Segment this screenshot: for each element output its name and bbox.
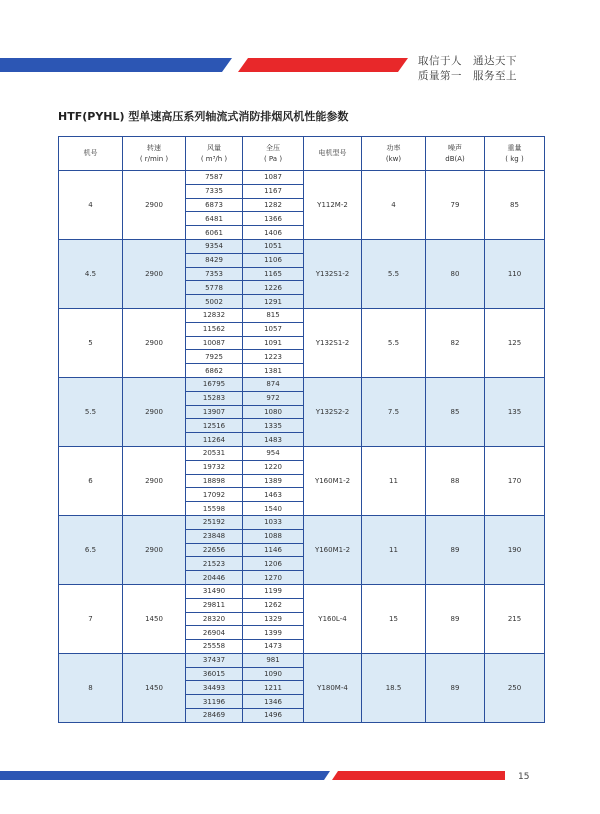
column-header <box>485 137 545 171</box>
power-cell: 5.5 <box>362 308 426 377</box>
airflow-cell: 10087 <box>186 336 243 350</box>
airflow-cell: 6481 <box>186 212 243 226</box>
pressure-cell: 1220 <box>243 460 304 474</box>
pressure-cell: 1496 <box>243 709 304 723</box>
model-cell: 4 <box>59 171 123 240</box>
pressure-cell: 1106 <box>243 253 304 267</box>
column-header <box>426 137 485 171</box>
airflow-cell: 25558 <box>186 640 243 654</box>
noise-cell: 88 <box>426 446 485 515</box>
speed-cell: 2900 <box>123 515 186 584</box>
table-body <box>59 171 545 723</box>
pressure-cell: 1346 <box>243 695 304 709</box>
pressure-cell: 1399 <box>243 626 304 640</box>
column-header-unit: ( m³/h ) <box>200 154 228 163</box>
weight-cell: 135 <box>485 377 545 446</box>
airflow-cell: 20446 <box>186 571 243 585</box>
column-header-unit: dB(A) <box>445 154 465 163</box>
model-cell: 5 <box>59 308 123 377</box>
noise-cell: 80 <box>426 239 485 308</box>
pressure-cell: 1146 <box>243 543 304 557</box>
airflow-cell: 7335 <box>186 184 243 198</box>
column-header-label: 机号 <box>83 149 98 157</box>
motor-cell: Y132S1-2 <box>304 239 362 308</box>
airflow-cell: 6862 <box>186 364 243 378</box>
table-row <box>59 584 545 598</box>
motor-cell: Y160L-4 <box>304 584 362 653</box>
speed-cell: 2900 <box>123 377 186 446</box>
speed-cell: 2900 <box>123 171 186 240</box>
speed-cell: 2900 <box>123 446 186 515</box>
column-header <box>243 137 304 171</box>
motor-cell: Y132S2-2 <box>304 377 362 446</box>
motor-cell: Y132S1-2 <box>304 308 362 377</box>
table-row <box>59 515 545 529</box>
column-header-label: 噪声 <box>448 143 462 152</box>
motor-cell: Y160M1-2 <box>304 446 362 515</box>
pressure-cell: 1223 <box>243 350 304 364</box>
airflow-cell: 36015 <box>186 667 243 681</box>
pressure-cell: 1091 <box>243 336 304 350</box>
airflow-cell: 31490 <box>186 584 243 598</box>
airflow-cell: 7353 <box>186 267 243 281</box>
model-cell: 6.5 <box>59 515 123 584</box>
pressure-cell: 1381 <box>243 364 304 378</box>
footer-stripes <box>0 769 505 783</box>
airflow-cell: 6061 <box>186 226 243 240</box>
noise-cell: 89 <box>426 653 485 722</box>
airflow-cell: 5002 <box>186 295 243 309</box>
airflow-cell: 19732 <box>186 460 243 474</box>
header-red-stripe <box>238 58 408 72</box>
model-cell: 6 <box>59 446 123 515</box>
airflow-cell: 11264 <box>186 433 243 447</box>
pressure-cell: 1406 <box>243 226 304 240</box>
pressure-cell: 815 <box>243 308 304 322</box>
power-cell: 5.5 <box>362 239 426 308</box>
footer-red-stripe <box>332 771 505 780</box>
column-header-label: 重量 <box>507 143 522 152</box>
pressure-cell: 1463 <box>243 488 304 502</box>
column-header <box>362 137 426 171</box>
page-number: 15 <box>518 772 530 782</box>
pressure-cell: 1080 <box>243 405 304 419</box>
weight-cell: 110 <box>485 239 545 308</box>
pressure-cell: 1033 <box>243 515 304 529</box>
noise-cell: 82 <box>426 308 485 377</box>
pressure-cell: 1540 <box>243 502 304 516</box>
airflow-cell: 17092 <box>186 488 243 502</box>
table-header-row <box>59 137 545 171</box>
column-header <box>304 137 362 171</box>
pressure-cell: 1483 <box>243 433 304 447</box>
airflow-cell: 12516 <box>186 419 243 433</box>
airflow-cell: 21523 <box>186 557 243 571</box>
power-cell: 18.5 <box>362 653 426 722</box>
table-row <box>59 653 545 667</box>
airflow-cell: 28320 <box>186 612 243 626</box>
speed-cell: 2900 <box>123 239 186 308</box>
pressure-cell: 1262 <box>243 598 304 612</box>
airflow-cell: 12832 <box>186 308 243 322</box>
weight-cell: 85 <box>485 171 545 240</box>
noise-cell: 79 <box>426 171 485 240</box>
column-header-label: 转速 <box>147 143 161 152</box>
pressure-cell: 1282 <box>243 198 304 212</box>
airflow-cell: 20531 <box>186 446 243 460</box>
weight-cell: 250 <box>485 653 545 722</box>
pressure-cell: 1270 <box>243 571 304 585</box>
airflow-cell: 7587 <box>186 171 243 185</box>
airflow-cell: 37437 <box>186 653 243 667</box>
pressure-cell: 1087 <box>243 171 304 185</box>
model-cell: 8 <box>59 653 123 722</box>
column-header <box>186 137 243 171</box>
table-row <box>59 377 545 391</box>
column-header-label: 风量 <box>207 143 221 152</box>
weight-cell: 125 <box>485 308 545 377</box>
pressure-cell: 954 <box>243 446 304 460</box>
airflow-cell: 28469 <box>186 709 243 723</box>
speed-cell: 1450 <box>123 584 186 653</box>
pressure-cell: 1057 <box>243 322 304 336</box>
airflow-cell: 16795 <box>186 377 243 391</box>
motor-cell: Y112M-2 <box>304 171 362 240</box>
airflow-cell: 7925 <box>186 350 243 364</box>
pressure-cell: 1389 <box>243 474 304 488</box>
airflow-cell: 5778 <box>186 281 243 295</box>
weight-cell: 215 <box>485 584 545 653</box>
column-header-label: 全压 <box>266 143 280 152</box>
airflow-cell: 34493 <box>186 681 243 695</box>
header-stripes <box>0 56 410 76</box>
table-row <box>59 308 545 322</box>
airflow-cell: 6873 <box>186 198 243 212</box>
power-cell: 11 <box>362 515 426 584</box>
airflow-cell: 22656 <box>186 543 243 557</box>
airflow-cell: 31196 <box>186 695 243 709</box>
airflow-cell: 25192 <box>186 515 243 529</box>
power-cell: 11 <box>362 446 426 515</box>
power-cell: 4 <box>362 171 426 240</box>
power-cell: 7.5 <box>362 377 426 446</box>
column-header-label: 功率 <box>386 143 401 152</box>
airflow-cell: 29811 <box>186 598 243 612</box>
airflow-cell: 11562 <box>186 322 243 336</box>
model-cell: 7 <box>59 584 123 653</box>
column-header-unit: ( kg ) <box>505 154 524 163</box>
column-header-label: 电机型号 <box>318 149 347 157</box>
pressure-cell: 1051 <box>243 239 304 253</box>
power-cell: 15 <box>362 584 426 653</box>
pressure-cell: 1211 <box>243 681 304 695</box>
motor-cell: Y180M-4 <box>304 653 362 722</box>
speed-cell: 1450 <box>123 653 186 722</box>
table-row <box>59 446 545 460</box>
pressure-cell: 1199 <box>243 584 304 598</box>
model-cell: 5.5 <box>59 377 123 446</box>
airflow-cell: 18898 <box>186 474 243 488</box>
slogan-line-1: 取信于人 通达天下 <box>418 55 517 67</box>
pressure-cell: 1206 <box>243 557 304 571</box>
slogan-line-2: 质量第一 服务至上 <box>418 70 517 82</box>
motor-cell: Y160M1-2 <box>304 515 362 584</box>
noise-cell: 89 <box>426 515 485 584</box>
pressure-cell: 1167 <box>243 184 304 198</box>
column-header-unit: ( Pa ) <box>263 154 283 163</box>
pressure-cell: 972 <box>243 391 304 405</box>
airflow-cell: 13907 <box>186 405 243 419</box>
airflow-cell: 15283 <box>186 391 243 405</box>
pressure-cell: 1329 <box>243 612 304 626</box>
pressure-cell: 1088 <box>243 529 304 543</box>
column-header-unit: (kw) <box>385 154 402 163</box>
page-title: HTF(PYHL) 型单速高压系列轴流式消防排烟风机性能参数 <box>58 110 349 123</box>
pressure-cell: 981 <box>243 653 304 667</box>
header-blue-stripe <box>0 58 232 72</box>
noise-cell: 85 <box>426 377 485 446</box>
pressure-cell: 1090 <box>243 667 304 681</box>
speed-cell: 2900 <box>123 308 186 377</box>
airflow-cell: 8429 <box>186 253 243 267</box>
model-cell: 4.5 <box>59 239 123 308</box>
column-header <box>59 137 123 171</box>
column-header <box>123 137 186 171</box>
performance-table <box>58 136 545 723</box>
pressure-cell: 1473 <box>243 640 304 654</box>
pressure-cell: 1366 <box>243 212 304 226</box>
pressure-cell: 874 <box>243 377 304 391</box>
pressure-cell: 1335 <box>243 419 304 433</box>
table-row <box>59 171 545 185</box>
pressure-cell: 1165 <box>243 267 304 281</box>
table-row <box>59 239 545 253</box>
airflow-cell: 15598 <box>186 502 243 516</box>
weight-cell: 190 <box>485 515 545 584</box>
column-header-unit: ( r/min ) <box>139 154 169 163</box>
noise-cell: 89 <box>426 584 485 653</box>
airflow-cell: 9354 <box>186 239 243 253</box>
airflow-cell: 23848 <box>186 529 243 543</box>
weight-cell: 170 <box>485 446 545 515</box>
footer-blue-stripe <box>0 771 330 780</box>
pressure-cell: 1226 <box>243 281 304 295</box>
pressure-cell: 1291 <box>243 295 304 309</box>
airflow-cell: 26904 <box>186 626 243 640</box>
